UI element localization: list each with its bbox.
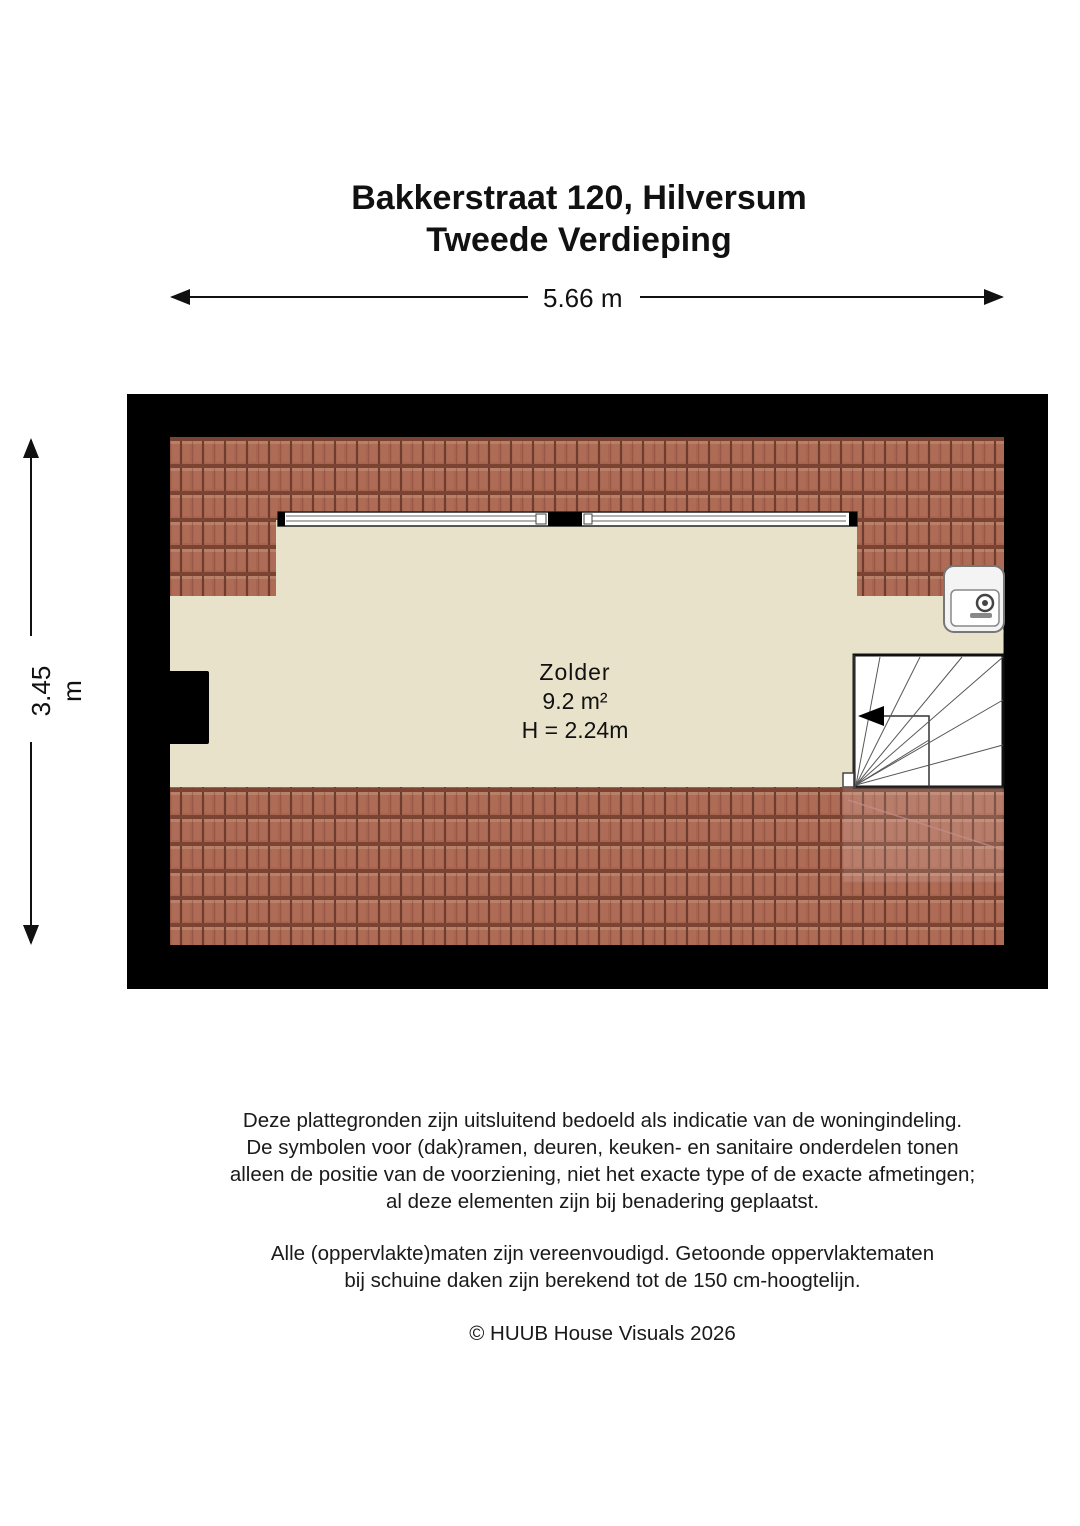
measurement-line: Alle (oppervlakte)maten zijn vereenvoudigd. Getoonde oppervlaktematen (270, 1242, 935, 1265)
disclaimer-line: al deze elementen zijn bij benadering geplaatst. (385, 1190, 820, 1213)
measurement-note (130, 1240, 1075, 1294)
height-label: 3.45 m (26, 648, 88, 734)
disclaimer-line: Deze plattegronden zijn uitsluitend bedoeld als indicatie van de woningindeling. (242, 1109, 963, 1132)
skylight (278, 512, 857, 526)
floor-title: Tweede Verdieping (426, 221, 732, 259)
disclaimer-text (130, 1107, 1075, 1215)
boiler-icon (944, 566, 1004, 632)
room-height: H = 2.24m (521, 717, 629, 743)
staircase (843, 655, 1003, 882)
room-area: 9.2 m² (542, 688, 608, 714)
measurement-line: bij schuine daken zijn berekend tot de 150 cm-hoogtelijn. (344, 1269, 861, 1292)
copyright-text: © HUUB House Visuals 2026 (469, 1322, 736, 1345)
address-title: Bakkerstraat 120, Hilversum (351, 179, 807, 217)
room-name: Zolder (539, 659, 611, 685)
width-label: 5.66 m (535, 283, 631, 314)
disclaimer-line: De symbolen voor (dak)ramen, deuren, keuken- en sanitaire onderdelen tonen (246, 1136, 959, 1159)
disclaimer-line: alleen de positie van de voorziening, niet het exacte type of de exacte afmetingen; (229, 1163, 976, 1186)
chimney-block (168, 671, 209, 744)
